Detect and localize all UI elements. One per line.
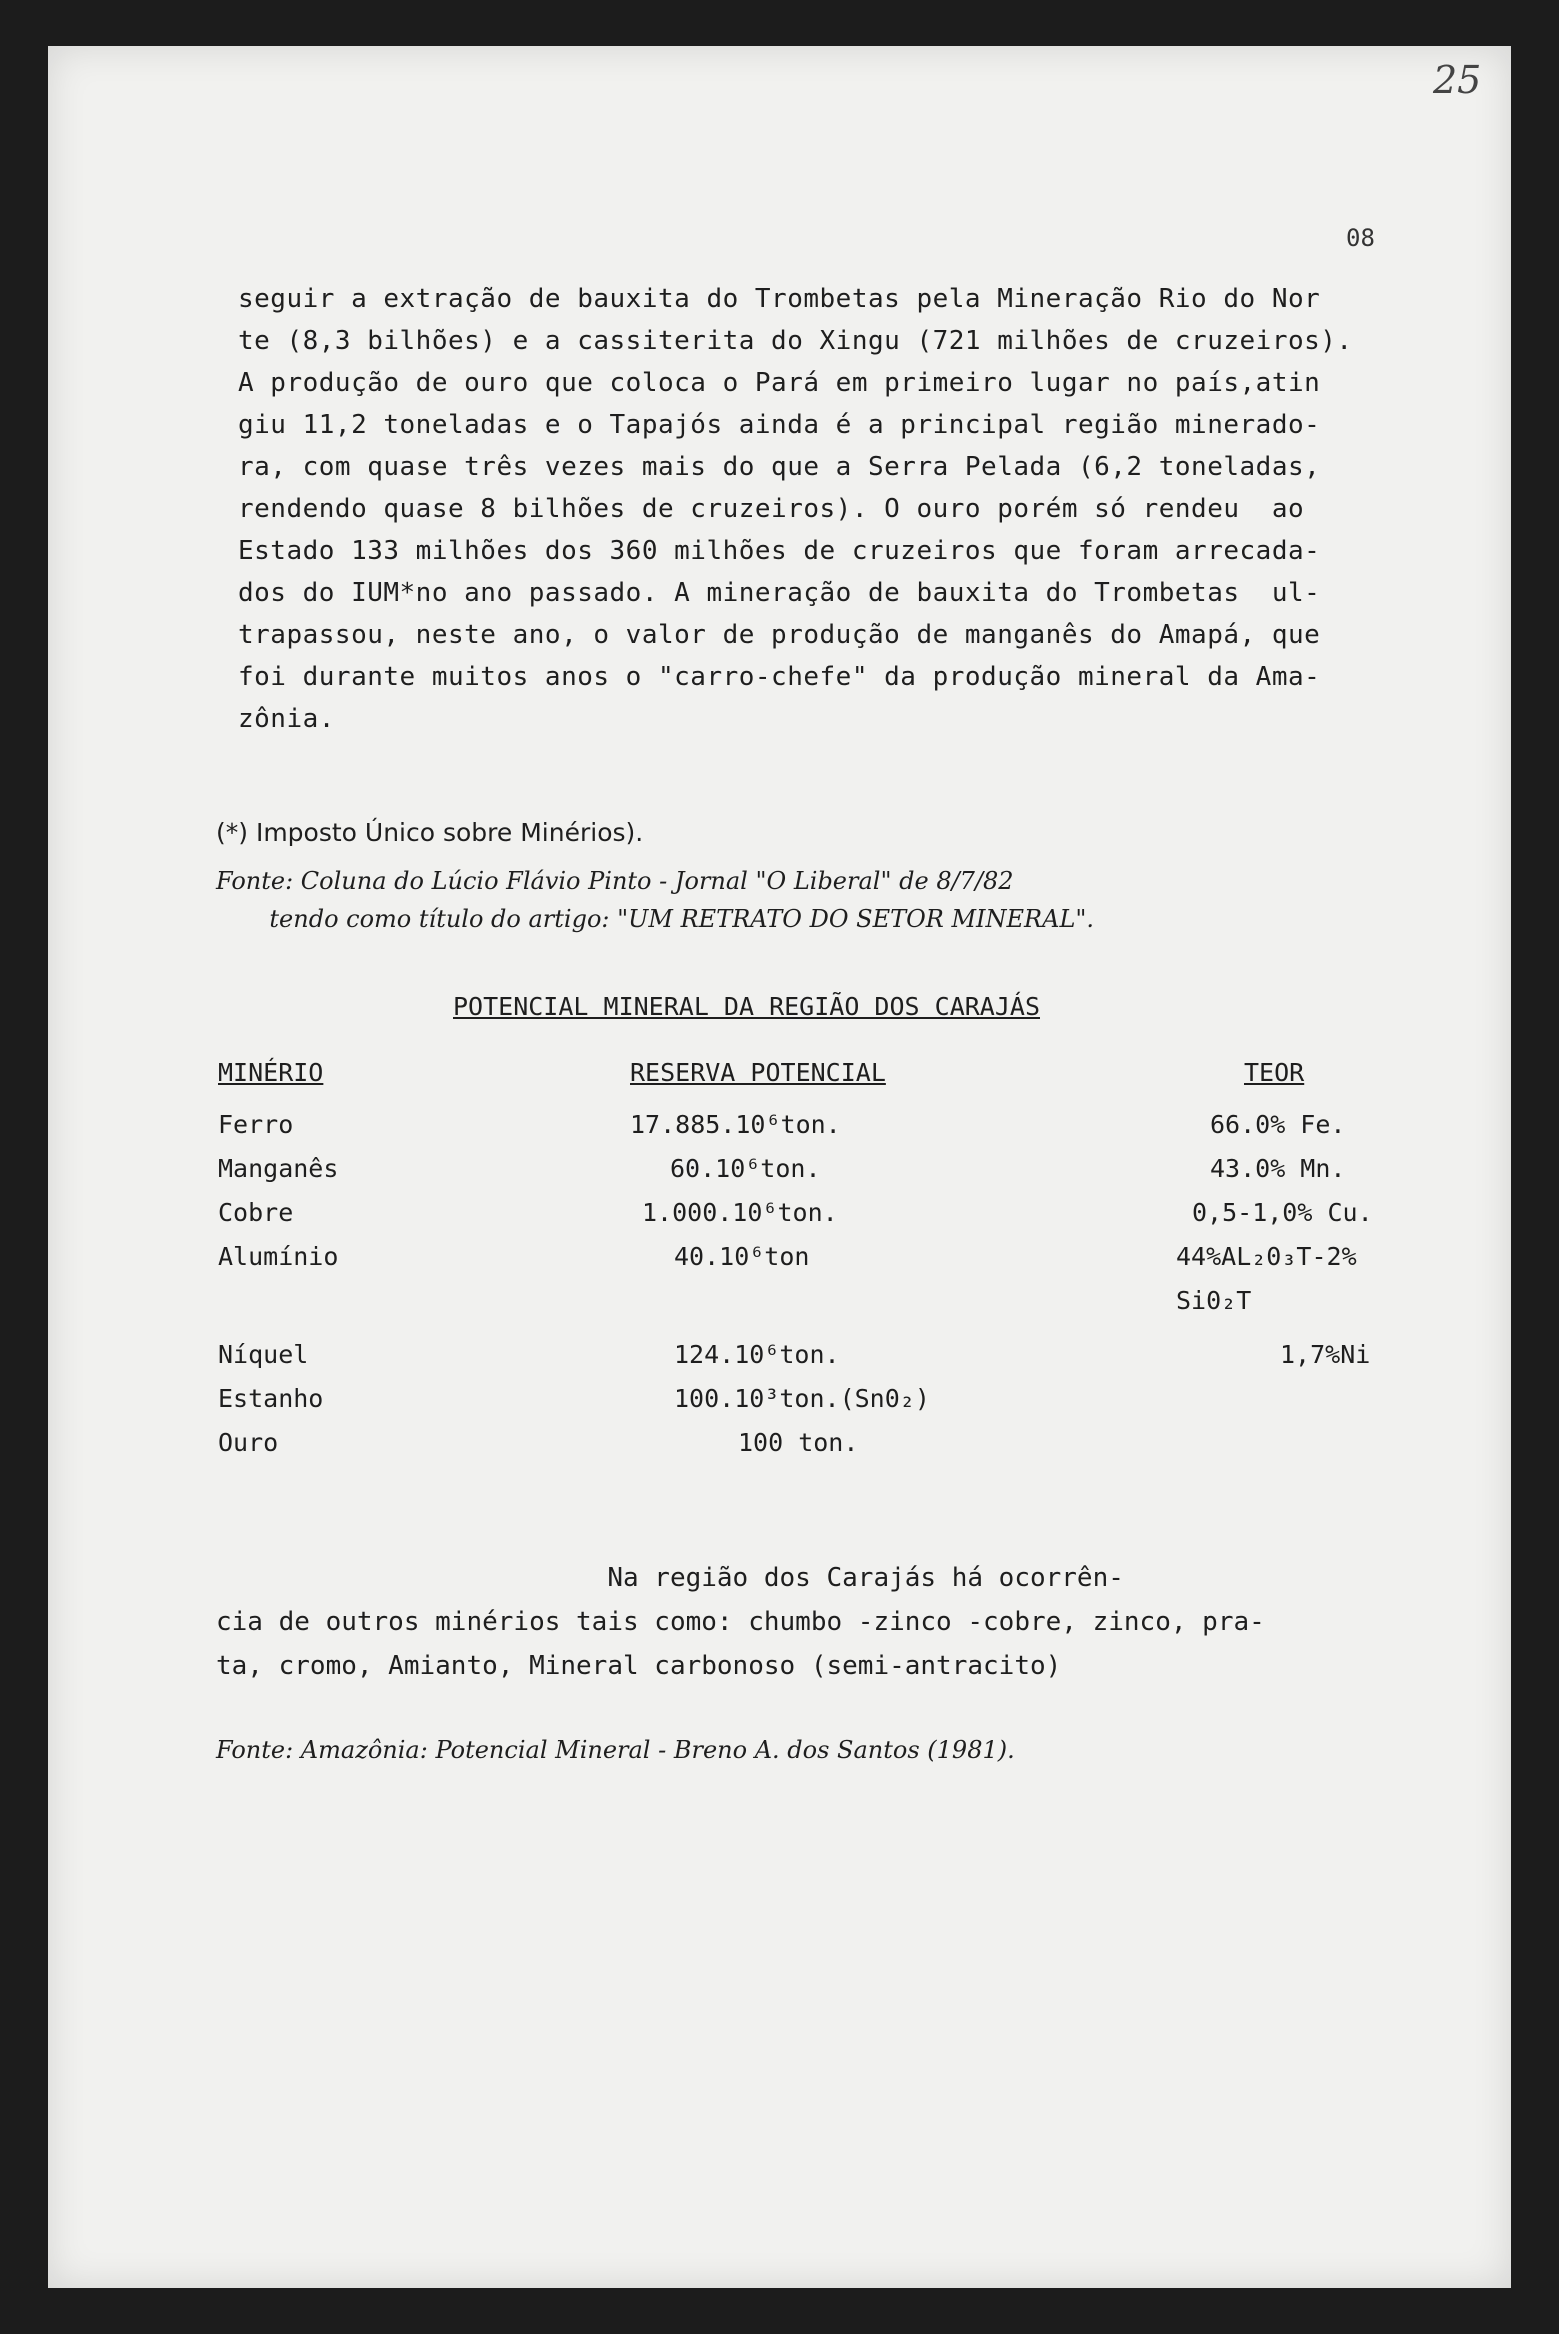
paragraph-line: zônia. <box>238 704 335 734</box>
paragraph-line: Estado 133 milhões dos 360 milhões de cruzeiros que foram arrecada- <box>238 536 1321 566</box>
document-page <box>48 46 1511 2288</box>
table-cell-reserve: 100 ton. <box>738 1428 859 1457</box>
paragraph-line: te (8,3 bilhões) e a cassiterita do Xingu (721 milhões de cruzeiros). <box>238 326 1353 356</box>
source-citation-1 <box>216 862 1094 938</box>
closing-paragraph <box>216 1556 1476 1688</box>
table-cell-mineral: Ouro <box>218 1428 279 1457</box>
table-cell-reserve: 124.10⁶ton. <box>674 1340 840 1369</box>
paragraph-line: rendendo quase 8 bilhões de cruzeiros). O ouro porém só rendeu ao <box>238 494 1305 524</box>
table-cell-reserve: 17.885.10⁶ton. <box>630 1110 841 1139</box>
table-cell-grade: 66.0% Fe. <box>1210 1110 1346 1139</box>
closing-line: Na região dos Carajás há ocorrên- <box>216 1563 1124 1593</box>
closing-line: cia de outros minérios tais como: chumbo -zinco -cobre, zinco, pra- <box>216 1607 1265 1637</box>
source-line: tendo como título do artigo: "UM RETRATO DO SETOR MINERAL". <box>216 905 1095 933</box>
table-cell-reserve: 60.10⁶ton. <box>670 1154 821 1183</box>
paragraph-line: foi durante muitos anos o "carro-chefe" da produção mineral da Ama- <box>238 662 1321 692</box>
paragraph-line: dos do IUM*no ano passado. A mineração de bauxita do Trombetas ul- <box>238 578 1321 608</box>
column-header-grade: TEOR <box>1244 1058 1305 1087</box>
paragraph-line: seguir a extração de bauxita do Trombetas pela Mineração Rio do Nor <box>238 284 1321 314</box>
table-cell-mineral: Ferro <box>218 1110 294 1139</box>
column-header-mineral: MINÉRIO <box>218 1058 324 1087</box>
table-cell-reserve: 1.000.10⁶ton. <box>642 1198 838 1227</box>
column-header-reserve: RESERVA POTENCIAL <box>630 1058 886 1087</box>
table-cell-grade: 44%AL₂0₃T-2% <box>1176 1242 1357 1271</box>
table-cell-grade-continued: Si0₂T <box>1176 1286 1252 1315</box>
table-cell-grade: 0,5-1,0% Cu. <box>1192 1198 1373 1227</box>
paragraph-line: A produção de ouro que coloca o Pará em primeiro lugar no país,atin <box>238 368 1321 398</box>
body-paragraph <box>238 278 1488 740</box>
paragraph-line: ra, com quase três vezes mais do que a Serra Pelada (6,2 toneladas, <box>238 452 1321 482</box>
closing-line: ta, cromo, Amianto, Mineral carbonoso (semi-antracito) <box>216 1651 1062 1681</box>
handwritten-page-annotation: 25 <box>1433 58 1482 102</box>
source-citation-2: Fonte: Amazônia: Potencial Mineral - Breno A. dos Santos (1981). <box>216 1736 1015 1764</box>
table-cell-mineral: Níquel <box>218 1340 309 1369</box>
table-cell-mineral: Manganês <box>218 1154 339 1183</box>
table-cell-grade: 1,7%Ni <box>1280 1340 1371 1369</box>
table-cell-grade: 43.0% Mn. <box>1210 1154 1346 1183</box>
table-cell-mineral: Cobre <box>218 1198 294 1227</box>
page-number: 08 <box>1346 224 1375 252</box>
table-cell-mineral: Estanho <box>218 1384 324 1413</box>
table-cell-mineral: Alumínio <box>218 1242 339 1271</box>
paragraph-line: giu 11,2 toneladas e o Tapajós ainda é a principal região minerado- <box>238 410 1321 440</box>
paragraph-line: trapassou, neste ano, o valor de produção de manganês do Amapá, que <box>238 620 1321 650</box>
source-line: Fonte: Coluna do Lúcio Flávio Pinto - Jornal "O Liberal" de 8/7/82 <box>216 867 1014 895</box>
table-cell-reserve: 100.10³ton.(Sn0₂) <box>674 1384 930 1413</box>
table-title: POTENCIAL MINERAL DA REGIÃO DOS CARAJÁS <box>453 992 1040 1021</box>
table-cell-reserve: 40.10⁶ton <box>674 1242 810 1271</box>
footnote: (*) Imposto Único sobre Minérios). <box>216 818 644 847</box>
